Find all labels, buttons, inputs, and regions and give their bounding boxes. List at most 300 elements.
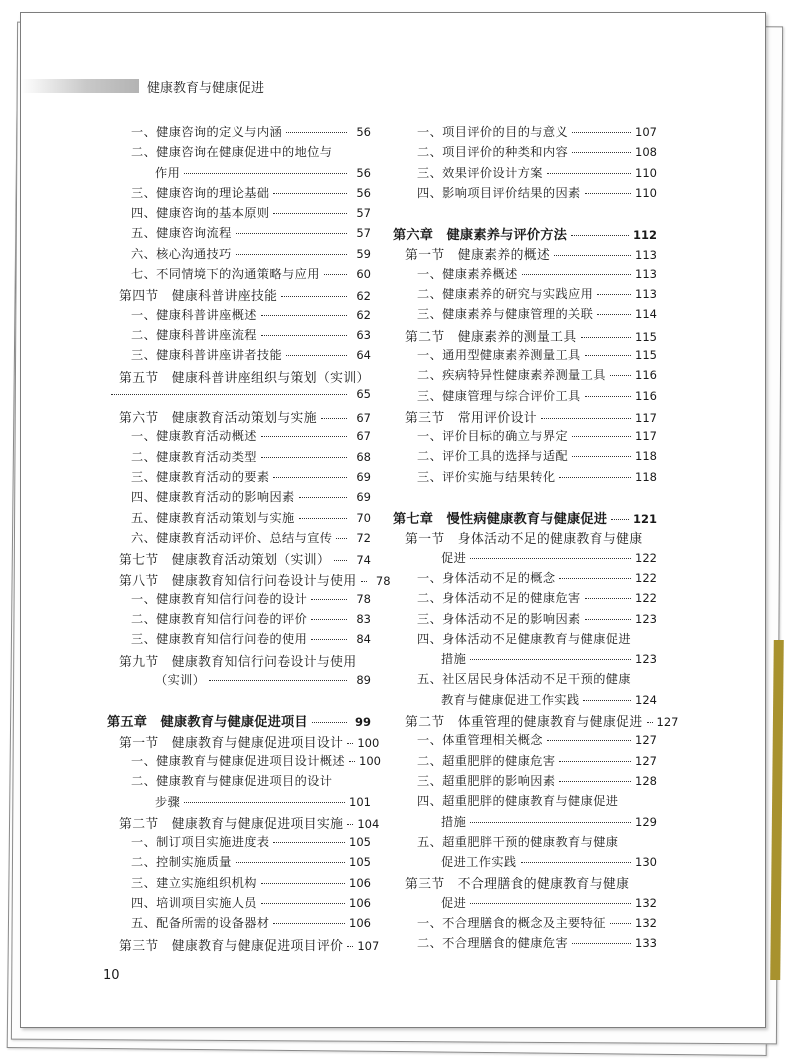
- dot-leader: [521, 862, 632, 863]
- toc-page-number: 67: [356, 429, 371, 444]
- toc-entry-label: 二、健康教育与健康促进项目的设计: [131, 774, 333, 789]
- dot-leader: [311, 619, 347, 620]
- toc-page-number: 118: [635, 469, 657, 484]
- toc-page: [20, 12, 766, 1028]
- toc-entry-item[interactable]: [393, 630, 657, 650]
- toc-entry-label: 七、不同情境下的沟通策略与应用: [131, 267, 320, 282]
- dot-leader: [273, 842, 345, 843]
- toc-page-number: 100: [359, 753, 381, 768]
- toc-entry-label: 教育与健康促进工作实践: [441, 692, 580, 707]
- dot-leader: [311, 639, 347, 640]
- toc-page-number: 74: [356, 553, 371, 568]
- toc-entry-label: 一、健康教育知信行问卷的设计: [131, 591, 308, 606]
- dot-leader: [559, 477, 631, 478]
- toc-page-number: 105: [349, 855, 371, 870]
- toc-entry-label: 五、配备所需的设备器材: [131, 916, 270, 931]
- toc-entry-label: 一、身体活动不足的概念: [417, 570, 556, 585]
- dot-leader: [585, 396, 631, 397]
- toc-entry-section[interactable]: [107, 367, 371, 387]
- toc-entry-item[interactable]: [107, 874, 371, 894]
- toc-entry-cont[interactable]: [107, 164, 371, 184]
- toc-page-number: 127: [635, 753, 657, 768]
- toc-entry-label: 三、健康管理与综合评价工具: [417, 388, 581, 403]
- dot-leader: [347, 946, 353, 947]
- toc-page-number: 57: [356, 226, 371, 241]
- dot-leader: [470, 822, 631, 823]
- dot-leader: [597, 294, 631, 295]
- toc-entry-item[interactable]: [107, 529, 371, 549]
- dot-leader: [585, 598, 631, 599]
- toc-page-number: 65: [356, 386, 371, 401]
- dot-leader: [581, 337, 631, 338]
- toc-entry-chapter[interactable]: [107, 711, 371, 731]
- dot-leader: [470, 558, 631, 559]
- toc-page-number: 132: [635, 895, 657, 910]
- toc-entry-item[interactable]: [107, 346, 371, 366]
- toc-entry-label: （实训）: [155, 673, 206, 688]
- toc-entry-section[interactable]: [393, 407, 657, 427]
- toc-entry-label: 一、通用型健康素养测量工具: [417, 347, 581, 362]
- toc-page-number: 128: [635, 773, 657, 788]
- dot-leader: [349, 761, 355, 762]
- toc-entry-item[interactable]: [107, 590, 371, 610]
- toc-page-number: 112: [632, 228, 657, 243]
- toc-entry-item[interactable]: [393, 285, 657, 305]
- toc-page-number: 127: [656, 715, 679, 730]
- running-header: [21, 75, 765, 97]
- toc-entry-item[interactable]: [393, 387, 657, 407]
- toc-entry-cont[interactable]: [393, 691, 657, 711]
- toc-spacer: [393, 488, 657, 508]
- toc-entry-label: 二、疾病特异性健康素养测量工具: [417, 368, 606, 383]
- dot-leader: [111, 394, 347, 395]
- dot-leader: [547, 740, 631, 741]
- toc-entry-chapter[interactable]: [393, 508, 657, 528]
- toc-entry-label: 促进工作实践: [441, 855, 517, 870]
- toc-entry-section[interactable]: [107, 407, 371, 427]
- toc-entry-section[interactable]: [107, 732, 380, 752]
- toc-entry-label: 第八节 健康教育知信行问卷设计与使用: [119, 573, 357, 589]
- toc-page-number: 78: [375, 573, 391, 588]
- toc-entry-label: 二、身体活动不足的健康危害: [417, 591, 581, 606]
- toc-entry-item[interactable]: [107, 509, 371, 529]
- dot-leader: [597, 314, 631, 315]
- toc-entry-item[interactable]: [393, 123, 657, 143]
- toc-entry-label: 三、效果评价设计方案: [417, 165, 543, 180]
- toc-entry-item[interactable]: [107, 184, 371, 204]
- toc-page-number: 63: [356, 327, 371, 342]
- toc-entry-item[interactable]: [393, 427, 657, 447]
- toc-entry-label: 二、健康科普讲座流程: [131, 327, 257, 342]
- toc-entry-item[interactable]: [393, 772, 657, 792]
- toc-entry-label: 五、超重肥胖干预的健康教育与健康: [417, 834, 619, 849]
- toc-entry-item[interactable]: [107, 894, 371, 914]
- toc-page-number: 122: [635, 591, 657, 606]
- dot-leader: [209, 680, 347, 681]
- toc-entry-label: 第三节 常用评价设计: [405, 410, 537, 426]
- toc-entry-item[interactable]: [107, 772, 371, 792]
- toc-entry-label: 六、健康教育活动评价、总结与宣传: [131, 530, 333, 545]
- dot-leader: [273, 923, 345, 924]
- dot-leader: [286, 355, 347, 356]
- toc-entry-label: 一、不合理膳食的概念及主要特征: [417, 915, 606, 930]
- toc-spacer: [393, 204, 657, 224]
- toc-page-number: 122: [635, 550, 657, 565]
- toc-page-number: 130: [635, 855, 657, 870]
- toc-page-number: 122: [635, 570, 657, 585]
- dot-leader: [559, 578, 631, 579]
- toc-entry-item[interactable]: [393, 265, 657, 285]
- toc-page-number: 123: [635, 652, 657, 667]
- toc-page-number: 106: [349, 875, 371, 890]
- toc-entry-item[interactable]: [393, 731, 657, 751]
- toc-entry-item[interactable]: [393, 305, 657, 325]
- toc-entry-label: 第二节 健康教育与健康促进项目实施: [119, 816, 344, 832]
- header-gradient-bar: [21, 79, 139, 93]
- toc-entry-item[interactable]: [107, 224, 371, 244]
- toc-entry-label: 第二节 体重管理的健康教育与健康促进: [405, 715, 643, 731]
- toc-entry-label: 二、项目评价的种类和内容: [417, 145, 569, 160]
- toc-entry-label: 第四节 健康科普讲座技能: [119, 289, 278, 305]
- dot-leader: [572, 436, 631, 437]
- toc-page-number: 117: [635, 429, 657, 444]
- toc-entry-item[interactable]: [107, 833, 371, 853]
- toc-entry-label: 一、项目评价的目的与意义: [417, 125, 569, 139]
- toc-entry-label: 第一节 身体活动不足的健康教育与健康: [405, 532, 643, 548]
- toc-page-number: 56: [356, 185, 371, 200]
- dot-leader: [184, 802, 345, 803]
- toc-page-number: 69: [356, 470, 371, 485]
- toc-entry-item[interactable]: [393, 610, 657, 630]
- dot-leader: [324, 274, 347, 275]
- dot-leader: [585, 193, 631, 194]
- toc-page-number: 99: [354, 715, 371, 730]
- dot-leader: [572, 152, 631, 153]
- toc-entry-cont[interactable]: [393, 894, 657, 914]
- dot-leader: [572, 132, 631, 133]
- toc-entry-item[interactable]: [393, 833, 657, 853]
- toc-page-number: 60: [356, 267, 371, 282]
- toc-entry-label: 三、健康咨询的理论基础: [131, 185, 270, 200]
- toc-entry-label: 第一节 健康素养的概述: [405, 248, 551, 264]
- toc-entry-label: 第五节 健康科普讲座组织与策划（实训）: [119, 370, 370, 386]
- toc-entry-label: 二、控制实施质量: [131, 855, 232, 870]
- toc-page-number: 107: [357, 938, 380, 953]
- toc-page-number: 101: [349, 794, 371, 809]
- dot-leader: [559, 781, 631, 782]
- toc-entry-label: 第五章 健康教育与健康促进项目: [107, 715, 308, 731]
- toc-entry-item[interactable]: [107, 914, 371, 934]
- toc-entry-label: 三、超重肥胖的影响因素: [417, 773, 556, 788]
- toc-entry-label: 促进: [441, 895, 467, 910]
- toc-page-number: 89: [356, 673, 371, 688]
- toc-entry-label: 四、健康教育活动的影响因素: [131, 490, 295, 505]
- toc-page-number: 108: [635, 145, 657, 160]
- toc-entry-item[interactable]: [393, 447, 657, 467]
- toc-page-number: 110: [635, 185, 657, 200]
- toc-entry-label: 三、身体活动不足的影响因素: [417, 611, 581, 626]
- toc-entry-item[interactable]: [107, 245, 371, 265]
- toc-entry-item[interactable]: [107, 853, 371, 873]
- toc-entry-item[interactable]: [393, 670, 657, 690]
- dot-leader: [470, 659, 631, 660]
- toc-page-number: 117: [635, 410, 657, 425]
- toc-page-number: 64: [356, 348, 371, 363]
- toc-entry-label: 四、培训项目实施人员: [131, 895, 257, 910]
- toc-page-number: 107: [635, 125, 657, 139]
- toc-page-number: 116: [635, 388, 657, 403]
- toc-entry-item[interactable]: [107, 204, 371, 224]
- toc-page-number: 127: [635, 733, 657, 748]
- toc-entry-label: 一、体重管理相关概念: [417, 733, 543, 748]
- toc-page-number: 72: [356, 530, 371, 545]
- toc-entry-label: 五、健康咨询流程: [131, 226, 232, 241]
- toc-entry-section[interactable]: [393, 528, 657, 548]
- toc-page-number: 104: [357, 816, 380, 831]
- toc-right-column: [393, 123, 679, 955]
- dot-leader: [610, 923, 631, 924]
- toc-page-number: 114: [635, 307, 657, 322]
- toc-entry-item[interactable]: [393, 792, 657, 812]
- toc-entry-item[interactable]: [107, 448, 371, 468]
- dot-leader: [261, 315, 347, 316]
- toc-entry-section[interactable]: [107, 285, 371, 305]
- toc-entry-label: 第七节 健康教育活动策划（实训）: [119, 553, 331, 569]
- toc-entry-label: 二、健康咨询在健康促进中的地位与: [131, 145, 333, 160]
- dot-leader: [336, 538, 347, 539]
- dot-leader: [273, 213, 347, 214]
- toc-entry-label: 第六章 健康素养与评价方法: [393, 228, 568, 244]
- dot-leader: [184, 173, 347, 174]
- dot-leader: [236, 233, 347, 234]
- toc-entry-item[interactable]: [107, 306, 371, 326]
- dot-leader: [547, 173, 631, 174]
- toc-entry-label: 五、健康教育活动策划与实施: [131, 510, 295, 525]
- toc-entry-label: 二、健康教育知信行问卷的评价: [131, 612, 308, 627]
- toc-page-number: 100: [357, 735, 380, 750]
- toc-entry-label: 三、健康素养与健康管理的关联: [417, 307, 594, 322]
- toc-entry-section[interactable]: [107, 813, 380, 833]
- dot-leader: [554, 255, 631, 256]
- header-title: 健康教育与健康促进: [147, 81, 265, 96]
- toc-page-number: 70: [356, 510, 371, 525]
- toc-entry-label: 第三节 不合理膳食的健康教育与健康: [405, 877, 630, 893]
- toc-entry-leader[interactable]: [107, 387, 371, 407]
- toc-page-number: 118: [635, 449, 657, 464]
- toc-page-number: 115: [635, 347, 657, 362]
- dot-leader: [261, 903, 345, 904]
- toc-entry-label: 六、核心沟通技巧: [131, 246, 232, 261]
- toc-page-number: 62: [356, 289, 371, 304]
- dot-leader: [541, 418, 631, 419]
- toc-entry-section[interactable]: [107, 935, 380, 955]
- dot-leader: [299, 518, 347, 519]
- toc-entry-section[interactable]: [393, 711, 679, 731]
- toc-page-number: 56: [356, 125, 371, 139]
- dot-leader: [299, 497, 347, 498]
- dot-leader: [571, 235, 629, 236]
- toc-entry-section[interactable]: [107, 651, 371, 671]
- book-cover-edge: [770, 640, 784, 980]
- toc-entry-label: 一、健康素养概述: [417, 266, 518, 281]
- toc-entry-label: 第一节 健康教育与健康促进项目设计: [119, 735, 344, 751]
- toc-page-number: 113: [635, 266, 657, 281]
- dot-leader: [311, 599, 347, 600]
- toc-entry-item[interactable]: [393, 569, 657, 589]
- toc-page-number: 56: [356, 165, 371, 180]
- toc-entry-label: 三、建立实施组织机构: [131, 875, 257, 890]
- toc-page-number: 123: [635, 611, 657, 626]
- toc-entry-chapter[interactable]: [393, 224, 657, 244]
- dot-leader: [522, 274, 631, 275]
- dot-leader: [286, 132, 347, 133]
- toc-entry-label: 二、超重肥胖的健康危害: [417, 753, 556, 768]
- toc-entry-label: 四、超重肥胖的健康教育与健康促进: [417, 794, 619, 809]
- toc-entry-section[interactable]: [393, 326, 657, 346]
- toc-entry-label: 一、评价目标的确立与界定: [417, 429, 569, 444]
- toc-entry-item[interactable]: [107, 630, 371, 650]
- toc-entry-section[interactable]: [393, 873, 657, 893]
- dot-leader: [647, 722, 653, 723]
- toc-entry-label: 一、制订项目实施进度表: [131, 835, 270, 850]
- toc-entry-cont[interactable]: [393, 549, 657, 569]
- toc-entry-section[interactable]: [107, 570, 391, 590]
- toc-entry-item[interactable]: [393, 164, 657, 184]
- toc-entry-label: 第二节 健康素养的测量工具: [405, 329, 577, 345]
- toc-entry-label: 第六节 健康教育活动策划与实施: [119, 411, 317, 427]
- toc-entry-label: 第三节 健康教育与健康促进项目评价: [119, 938, 344, 954]
- toc-entry-item[interactable]: [393, 468, 657, 488]
- dot-leader: [261, 883, 345, 884]
- toc-entry-cont[interactable]: [393, 813, 657, 833]
- dot-leader: [585, 619, 631, 620]
- toc-entry-label: 措施: [441, 814, 467, 829]
- dot-leader: [347, 743, 353, 744]
- dot-leader: [611, 519, 629, 520]
- toc-page-number: 124: [635, 692, 657, 707]
- toc-page-number: 121: [632, 512, 657, 527]
- page-number: 10: [103, 968, 120, 983]
- toc-entry-label: 作用: [155, 165, 181, 180]
- dot-leader: [583, 700, 631, 701]
- toc-page-number: 116: [635, 368, 657, 383]
- toc-entry-label: 一、健康咨询的定义与内涵: [131, 125, 283, 139]
- toc-entry-item[interactable]: [393, 752, 657, 772]
- dot-leader: [347, 824, 353, 825]
- toc-page-number: 57: [356, 206, 371, 221]
- toc-entry-item[interactable]: [393, 914, 657, 934]
- toc-entry-section[interactable]: [393, 244, 657, 264]
- toc-page-number: 68: [356, 449, 371, 464]
- toc-entry-label: 一、健康科普讲座概述: [131, 307, 257, 322]
- toc-entry-label: 三、健康科普讲座讲者技能: [131, 348, 283, 363]
- toc-entry-label: 五、社区居民身体活动不足干预的健康: [417, 672, 631, 687]
- toc-entry-item[interactable]: [393, 143, 657, 163]
- toc-page-number: 106: [349, 895, 371, 910]
- toc-page-number: 113: [635, 248, 657, 263]
- dot-leader: [236, 862, 345, 863]
- toc-entry-item[interactable]: [107, 265, 371, 285]
- toc-entry-label: 三、评价实施与结果转化: [417, 469, 556, 484]
- toc-entry-item[interactable]: [393, 184, 657, 204]
- toc-entry-item[interactable]: [107, 488, 371, 508]
- dot-leader: [236, 254, 347, 255]
- dot-leader: [273, 477, 347, 478]
- toc-page-number: 62: [356, 307, 371, 322]
- dot-leader: [312, 722, 347, 723]
- toc-left-column: [107, 123, 391, 955]
- toc-page-number: 105: [349, 835, 371, 850]
- dot-leader: [559, 761, 631, 762]
- toc-entry-cont[interactable]: [393, 853, 657, 873]
- toc-entry-label: 第七章 慢性病健康教育与健康促进: [393, 512, 608, 528]
- toc-entry-label: 四、影响项目评价结果的因素: [417, 185, 581, 200]
- toc-entry-item[interactable]: [393, 589, 657, 609]
- toc-entry-item[interactable]: [107, 427, 371, 447]
- toc-entry-cont[interactable]: [393, 650, 657, 670]
- toc-entry-item[interactable]: [107, 468, 371, 488]
- dot-leader: [470, 903, 631, 904]
- toc-spacer: [107, 691, 371, 711]
- toc-page-number: 129: [635, 814, 657, 829]
- toc-entry-label: 二、评价工具的选择与适配: [417, 449, 569, 464]
- toc-entry-label: 一、健康教育与健康促进项目设计概述: [131, 753, 345, 768]
- toc-page-number: 84: [356, 632, 371, 647]
- dot-leader: [261, 335, 347, 336]
- toc-page-number: 69: [356, 490, 371, 505]
- dot-leader: [361, 581, 367, 582]
- toc-entry-label: 促进: [441, 550, 467, 565]
- toc-entry-item[interactable]: [107, 143, 371, 163]
- toc-page-number: 83: [356, 612, 371, 627]
- dot-leader: [281, 296, 347, 297]
- toc-entry-item[interactable]: [107, 752, 381, 772]
- toc-page-number: 67: [356, 411, 371, 426]
- dot-leader: [273, 193, 347, 194]
- toc-entry-label: 二、不合理膳食的健康危害: [417, 936, 569, 951]
- toc-entry-label: 第九节 健康教育知信行问卷设计与使用: [119, 654, 357, 670]
- toc-entry-label: 措施: [441, 652, 467, 667]
- toc-page-number: 78: [356, 591, 371, 606]
- toc-entry-item[interactable]: [393, 366, 657, 386]
- dot-leader: [261, 457, 347, 458]
- toc-page-number: 110: [635, 165, 657, 180]
- dot-leader: [572, 456, 631, 457]
- dot-leader: [334, 560, 347, 561]
- toc-entry-item[interactable]: [107, 610, 371, 630]
- toc-entry-label: 四、身体活动不足健康教育与健康促进: [417, 631, 631, 646]
- toc-entry-label: 步骤: [155, 794, 181, 809]
- toc-page-number: 115: [635, 329, 657, 344]
- toc-entry-cont[interactable]: [107, 793, 371, 813]
- toc-entry-item[interactable]: [107, 326, 371, 346]
- dot-leader: [585, 355, 631, 356]
- dot-leader: [610, 375, 631, 376]
- toc-page-number: 59: [356, 246, 371, 261]
- toc-entry-label: 二、健康教育活动类型: [131, 449, 257, 464]
- toc-page-number: 113: [635, 287, 657, 302]
- toc-entry-label: 三、健康教育活动的要素: [131, 470, 270, 485]
- toc-entry-label: 二、健康素养的研究与实践应用: [417, 287, 594, 302]
- toc-entry-section[interactable]: [107, 549, 371, 569]
- toc-page-number: 133: [635, 936, 657, 951]
- toc-entry-cont[interactable]: [107, 671, 371, 691]
- toc-entry-item[interactable]: [107, 123, 371, 143]
- toc-entry-label: 一、健康教育活动概述: [131, 429, 257, 444]
- toc-entry-item[interactable]: [393, 346, 657, 366]
- toc-entry-label: 四、健康咨询的基本原则: [131, 206, 270, 221]
- toc-entry-item[interactable]: [393, 934, 657, 954]
